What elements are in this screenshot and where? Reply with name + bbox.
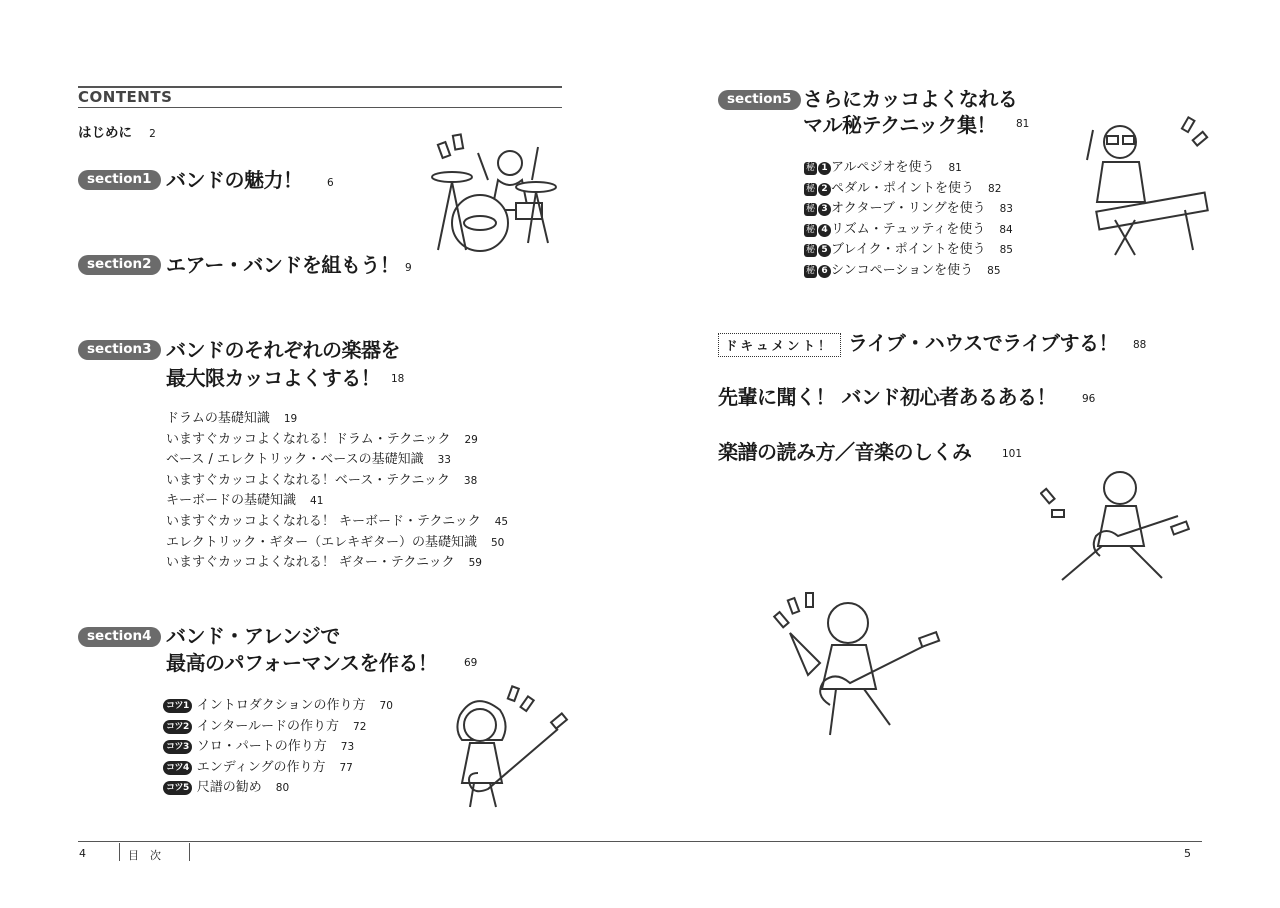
kotsu-badge: コツ2 <box>163 720 192 734</box>
section5-page: 81 <box>1016 118 1030 130</box>
section1-pill: section1 <box>78 170 161 190</box>
list-item[interactable]: コツ4 エンディングの作り方 77 <box>163 758 393 779</box>
section5-items <box>804 158 1013 282</box>
secret-badge: 秘 <box>805 265 815 276</box>
section4-items <box>163 696 393 799</box>
intro-page: 2 <box>149 128 156 140</box>
drummer-illustration <box>418 125 558 265</box>
list-item[interactable]: キーボードの基礎知識 41 <box>166 493 324 509</box>
section3-pill: section3 <box>78 340 161 360</box>
list-item[interactable]: いますぐカッコよくなれる！ キーボード・テクニック 45 <box>166 513 509 529</box>
extra-title-live[interactable]: ライブ・ハウスでライブする！ <box>848 331 1118 355</box>
extra-page-live: 88 <box>1133 339 1147 351</box>
secret-badge: 秘 <box>805 163 815 173</box>
section2-page: 9 <box>405 262 412 274</box>
section4-page: 69 <box>464 657 478 669</box>
section1-page: 6 <box>327 177 334 189</box>
section2-title: エアー・バンドを組もう！ <box>166 253 400 277</box>
section3-entry[interactable] <box>78 338 161 360</box>
left-page-number: 4 <box>79 847 86 860</box>
list-item[interactable]: いますぐカッコよくなれる！ベース・テクニック 38 <box>166 472 478 488</box>
list-item[interactable]: ベース / エレクトリック・ベースの基礎知識 33 <box>166 452 451 468</box>
kotsu-badge: コツ4 <box>163 761 192 775</box>
section4-title-line1: バンド・アレンジで <box>166 624 340 648</box>
section5-entry[interactable] <box>718 88 801 110</box>
document-box-label: ドキュメント！ <box>718 333 841 357</box>
section3-title-line2: 最大限カッコよくする！ <box>166 366 381 390</box>
list-item[interactable]: いますぐカッコよくなれる！ドラム・テクニック 29 <box>166 431 478 447</box>
list-item[interactable]: コツ3 ソロ・パートの作り方 73 <box>163 737 393 758</box>
number-circle: 4 <box>818 224 831 237</box>
kotsu-badge: コツ3 <box>163 740 192 754</box>
section1-title: バンドの魅力！ <box>166 168 303 192</box>
number-circle: 5 <box>818 244 831 257</box>
list-item[interactable]: コツ2 インタールードの作り方 72 <box>163 717 393 738</box>
kotsu-badge: コツ1 <box>163 699 192 713</box>
section5-pill: section5 <box>718 90 801 110</box>
section4-entry[interactable] <box>78 625 161 647</box>
section4-pill: section4 <box>78 627 161 647</box>
intro-label: はじめに <box>78 125 132 141</box>
guitarist-boy-illustration <box>1040 460 1190 600</box>
footer-divider <box>189 843 190 861</box>
section2-pill: section2 <box>78 255 161 275</box>
secret-badge: 秘 <box>805 183 815 194</box>
number-circle: 2 <box>818 183 831 196</box>
footer-chapter: 目 次 <box>128 849 161 862</box>
section3-title-line1: バンドのそれぞれの楽器を <box>166 338 400 362</box>
list-item[interactable]: コツ5 尺譜の勧め 80 <box>163 778 393 799</box>
secret-badge: 秘 <box>805 204 815 215</box>
section2-entry[interactable] <box>78 253 161 275</box>
header-rule-bottom <box>78 107 562 108</box>
list-item[interactable]: ドラムの基礎知識 19 <box>166 411 298 426</box>
list-item[interactable]: 秘 2 ペダル・ポイントを使う 82 <box>805 180 1002 196</box>
list-item[interactable]: いますぐカッコよくなれる！ ギター・テクニック 59 <box>166 555 482 571</box>
section5-title-line1: さらにカッコよくなれる <box>803 87 1018 111</box>
contents-heading: CONTENTS <box>78 88 173 106</box>
section4-title-line2: 最高のパフォーマンスを作る！ <box>166 651 438 675</box>
footer-rule <box>78 841 1202 842</box>
secret-badge: 秘 <box>805 224 815 235</box>
section3-items <box>166 409 508 574</box>
bassist-girl-illustration <box>440 685 570 815</box>
keyboardist-illustration <box>1075 110 1215 260</box>
extra-title-score[interactable]: 楽譜の読み方／音楽のしくみ <box>718 440 972 464</box>
list-item[interactable]: コツ1 イントロダクションの作り方 70 <box>163 696 393 717</box>
intro-entry[interactable] <box>78 121 156 141</box>
extra-title-senpai[interactable]: 先輩に聞く！ バンド初心者あるある！ <box>718 385 1056 409</box>
extra-page-senpai: 96 <box>1082 393 1096 405</box>
section3-page: 18 <box>391 373 405 385</box>
list-item[interactable]: 秘 3 オクターブ・リングを使う 83 <box>805 201 1013 217</box>
footer-divider <box>119 843 120 861</box>
veteran-guitarist-illustration <box>770 585 950 750</box>
list-item[interactable]: 秘 5 ブレイク・ポイントを使う 85 <box>805 242 1013 258</box>
section1-entry[interactable] <box>78 168 161 190</box>
secret-badge: 秘 <box>805 245 815 256</box>
number-circle: 3 <box>818 203 831 216</box>
kotsu-badge: コツ5 <box>163 781 192 795</box>
list-item[interactable]: 秘 6 シンコペーションを使う 85 <box>805 262 1001 278</box>
list-item[interactable]: 秘 4 リズム・テュッティを使う 84 <box>805 221 1013 237</box>
section5-title-line2: マル秘テクニック集！ <box>803 113 996 137</box>
list-item[interactable]: 秘 1 アルペジオを使う 81 <box>805 160 962 175</box>
number-circle: 6 <box>818 265 831 278</box>
list-item[interactable]: エレクトリック・ギター（エレキギター）の基礎知識 50 <box>166 534 505 550</box>
extra-page-score: 101 <box>1002 448 1023 460</box>
number-circle: 1 <box>818 162 831 175</box>
right-page-number: 5 <box>1184 847 1191 860</box>
